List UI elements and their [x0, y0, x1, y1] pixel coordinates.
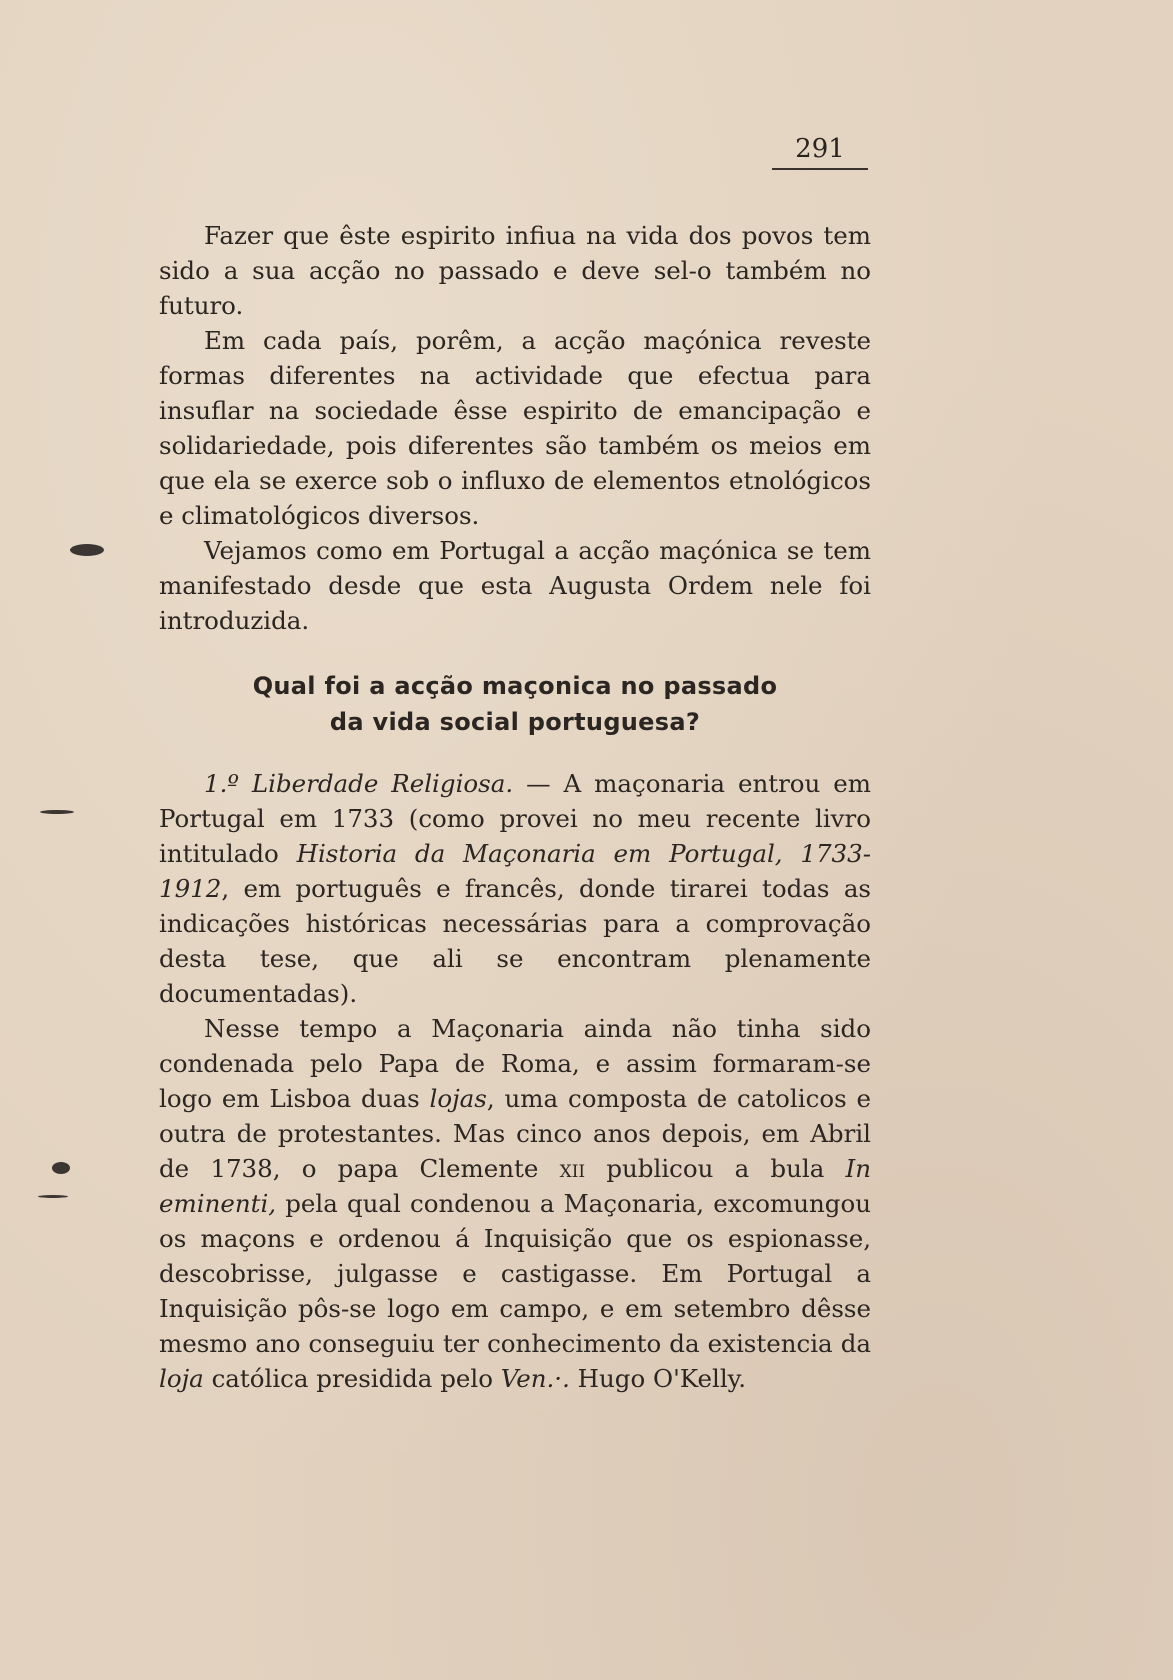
text-run: publicou a bula	[585, 1154, 846, 1183]
text-run: Hugo O'Kelly.	[569, 1364, 747, 1393]
emphasis: loja	[159, 1364, 204, 1393]
body-text	[159, 218, 871, 1396]
text-run: , em português e francês, donde tirarei todas as indicações históricas necessárias para a comprovação desta tese, que ali se encontram plenamente documentadas).	[159, 874, 871, 1008]
heading-line: Qual foi a acção maçonica no passado	[252, 672, 778, 700]
binding-mark	[40, 810, 74, 814]
section-number: 1.º	[204, 769, 239, 798]
paragraph	[159, 1011, 871, 1396]
book-title: Historia da Maçonaria em Portugal, 1733-1912	[159, 839, 871, 903]
binding-mark	[70, 544, 104, 556]
page-number: 291	[772, 132, 868, 170]
binding-mark	[52, 1162, 70, 1174]
emphasis: Ven.·.	[500, 1364, 570, 1393]
text-run: , uma composta de catolicos e outra de protestantes. Mas cinco anos depois, em Abril de 1738, o papa Clemente	[159, 1084, 871, 1183]
paragraph	[159, 766, 871, 1011]
text-run: — A maçonaria entrou em Portugal em 1733 (como provei no meu recente livro intitulado	[159, 769, 871, 868]
text-run: Nesse tempo a Maçonaria ainda não tinha sido condenada pelo Papa de Roma, e assim formaram-se logo em Lisboa duas	[159, 1014, 871, 1113]
emphasis: In eminenti,	[159, 1154, 871, 1218]
roman-numeral: xii	[559, 1154, 586, 1183]
text-run: pela qual condenou a Maçonaria, excomungou os maçons e ordenou á Inquisição que os espionasse, descobrisse, julgasse e castigasse. Em Portugal a Inquisição pôs-se logo em campo, e em setembro dêsse mesmo ano conseguiu ter conhecimento da existencia da	[159, 1189, 871, 1358]
paragraph: Em cada país, porêm, a acção maçónica reveste formas diferentes na actividade que efectua para insuflar na sociedade êsse espirito de emancipação e solidariedade, pois diferentes são também os meios em que ela se exerce sob o influxo de elementos etnológicos e climatológicos diversos.	[159, 326, 871, 530]
emphasis: lojas	[429, 1084, 487, 1113]
paragraph: Fazer que êste espirito infiua na vida dos povos tem sido a sua acção no passado e deve sel-o também no futuro.	[159, 221, 871, 320]
heading-line: da vida social portuguesa?	[329, 708, 701, 736]
binding-mark	[38, 1195, 68, 1198]
section-heading	[159, 668, 871, 740]
text-run: católica presidida pelo	[203, 1364, 501, 1393]
section-title: Liberdade Religiosa.	[251, 769, 514, 798]
paragraph: Vejamos como em Portugal a acção maçónica se tem manifestado desde que esta Augusta Ordem nele foi introduzida.	[159, 536, 871, 635]
